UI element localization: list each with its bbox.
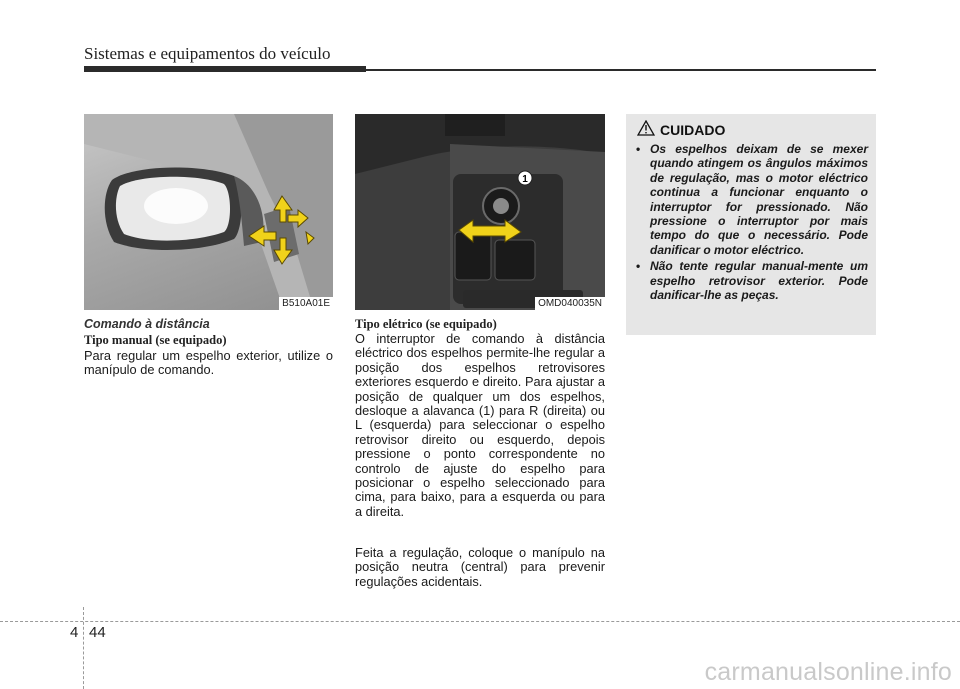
mirror-illustration <box>84 114 333 310</box>
electric-heading: Tipo elétrico (se equipado) <box>355 317 497 331</box>
manual-heading: Tipo manual (se equipado) <box>84 333 227 347</box>
section-title: Comando à distância <box>84 317 210 331</box>
header-rule <box>366 69 876 71</box>
manual-text: Para regular um espelho exterior, utilize o manípulo de comando. <box>84 348 333 378</box>
caution-item: • Não tente regular manual-mente um espelho retrovisor exterior. Pode danificar-lhe as peças. <box>634 259 868 302</box>
electric-text: O interruptor de comando à distância eléctrico dos espelhos permite-lhe regular a posição dos espelhos retrovisores exteriores esquerdo e direito. Para ajustar a posição de qualquer um dos espelhos, desloque a alavanca (1) para R (direita) ou L (esquerda) para seleccionar o espelho retrovisor direito ou esquerdo, depois pressione o ponto correspondente no controlo de ajuste do espelho para posicionar o espelho seleccionado para cima, para baixo, para a esquerda ou para a direita. <box>355 331 605 519</box>
chapter-number: 4 <box>70 624 79 641</box>
mirror-manual-figure <box>84 114 333 310</box>
electric-text-2: Feita a regulação, coloque o manípulo na posição neutra (central) para prevenir regulações acidentais. <box>355 545 605 589</box>
page-number: 44 <box>89 624 106 641</box>
footer-vertical-divider <box>83 607 84 689</box>
header-bar <box>84 66 366 72</box>
warning-icon <box>637 120 655 136</box>
figure-code: OMD040035N <box>535 297 605 310</box>
caution-item: • Os espelhos deixam de se mexer quando atingem os ângulos máximos de regulação, mas o motor eléctrico continua a funcionar enquanto o interruptor for pressionado. Não pressione o interruptor por mais tempo do que o necessário. Pode danificar o motor eléctrico. <box>634 142 868 257</box>
footer-divider <box>0 621 960 622</box>
switch-illustration <box>355 114 605 310</box>
mirror-electric-figure <box>355 114 605 310</box>
callout-1: 1 <box>522 174 528 185</box>
watermark: carmanualsonline.info <box>704 658 952 686</box>
header-title: Sistemas e equipamentos do veículo <box>84 44 331 63</box>
caution-list <box>634 142 868 304</box>
caution-title: CUIDADO <box>660 122 726 138</box>
caution-box <box>626 114 876 335</box>
figure-code: B510A01E <box>279 297 333 310</box>
